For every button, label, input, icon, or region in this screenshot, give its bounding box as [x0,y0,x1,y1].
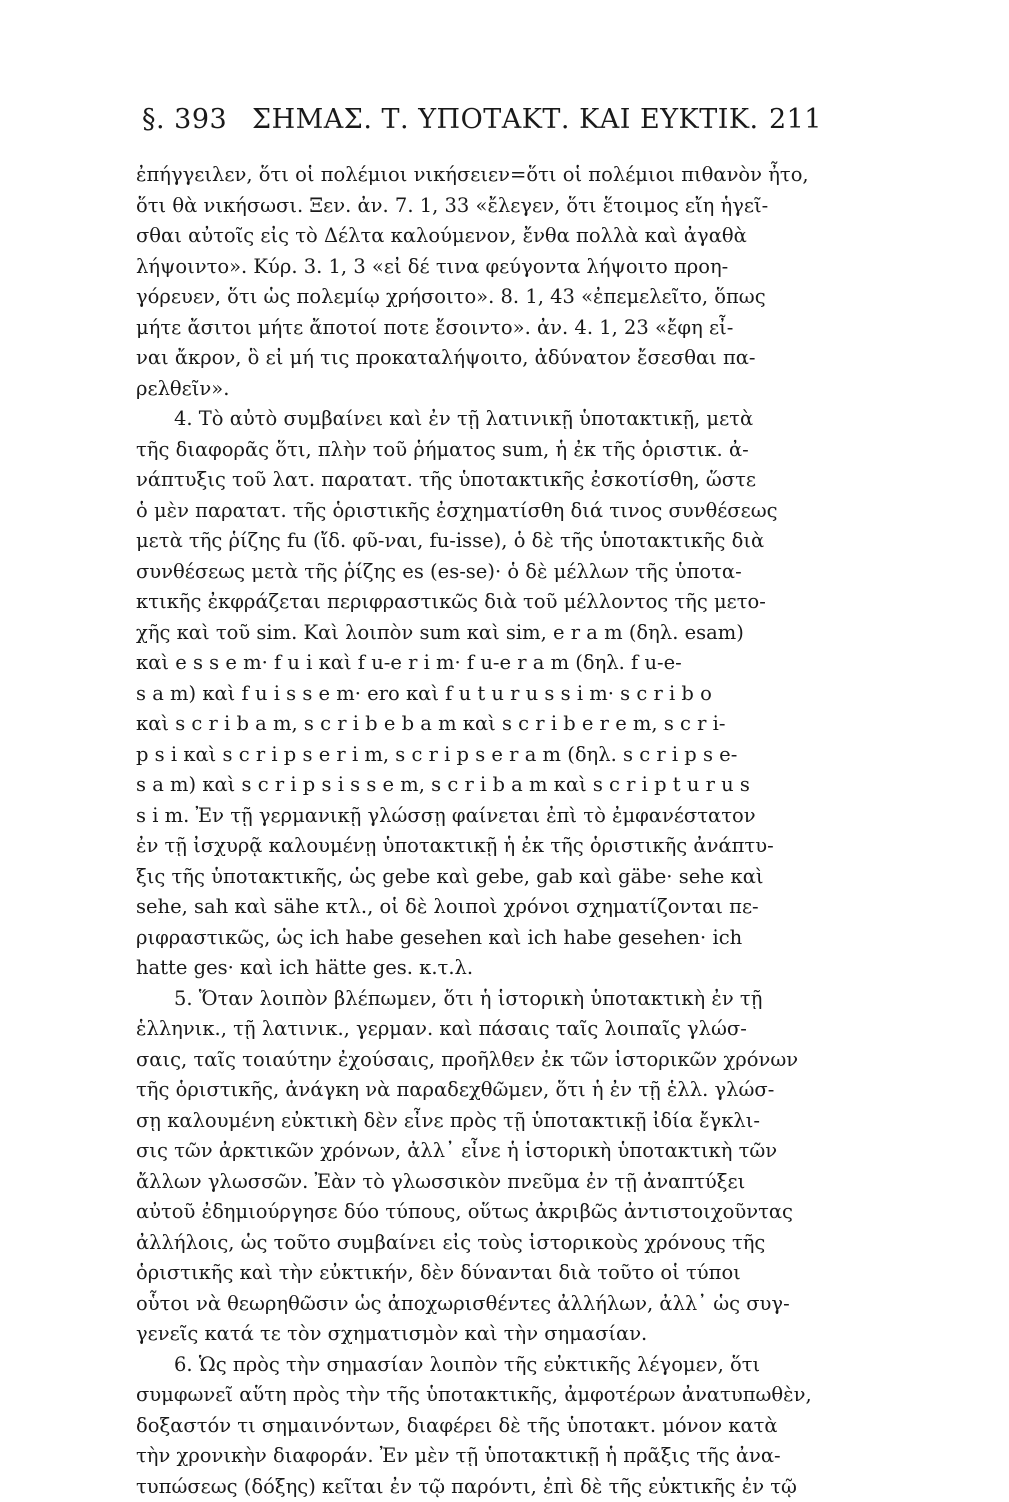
text-line: ξις τῆς ὑποτακτικῆς, ὡς gebe καὶ gebe, gab καὶ gäbe· sehe καὶ [136,862,822,893]
text-line: λήψοιντο». Κύρ. 3. 1, 3 «εἰ δέ τινα φεύγοντα λήψοιτο προη- [136,252,822,283]
text-line: συνθέσεως μετὰ τῆς ῥίζης es (es-se)· ὁ δὲ μέλλων τῆς ὑποτα- [136,557,822,588]
text-line: καὶ s c r i b a m, s c r i b e b a m καὶ s c r i b e r e m, s c r i- [136,709,822,740]
text-line: p s i καὶ s c r i p s e r i m, s c r i p s e r a m (δηλ. s c r i p s e- [136,740,822,771]
page-number: 211 [769,104,822,135]
text-line: γενεῖς κατά τε τὸν σχηματισμὸν καὶ τὴν σημασίαν. [136,1319,822,1350]
text-line: τῆς ὁριστικῆς, ἀνάγκη νὰ παραδεχθῶμεν, ὅτι ἡ ἐν τῇ ἑλλ. γλώσ- [136,1075,822,1106]
text-line: σαις, ταῖς τοιαύτην ἐχούσαις, προῆλθεν ἐκ τῶν ἱστορικῶν χρόνων [136,1045,822,1076]
text-line: τὴν χρονικὴν διαφοράν. Ἐν μὲν τῇ ὑποτακτικῇ ἡ πρᾶξις τῆς ἀνα- [136,1441,822,1472]
text-line: τῆς διαφορᾶς ὅτι, πλὴν τοῦ ῥήματος sum, ἡ ἐκ τῆς ὁριστικ. ἀ- [136,435,822,466]
text-line: s a m) καὶ f u i s s e m· ero καὶ f u t u r u s s i m· s c r i b o [136,679,822,710]
section-number: §. 393 [142,104,227,135]
text-line: ἑλληνικ., τῇ λατινικ., γερμαν. καὶ πάσαις ταῖς λοιπαῖς γλώσ- [136,1014,822,1045]
text-line: ριφραστικῶς, ὡς ich habe gesehen καὶ ich habe gesehen· ich [136,923,822,954]
text-line: s a m) καὶ s c r i p s i s s e m, s c r i b a m καὶ s c r i p t u r u s [136,770,822,801]
text-line: δοξαστόν τι σημαινόντων, διαφέρει δὲ τῆς ὑποτακτ. μόνον κατὰ [136,1411,822,1442]
text-line: μετὰ τῆς ῥίζης fu (ἴδ. φῦ-ναι, fu-isse), ὁ δὲ τῆς ὑποτακτικῆς διὰ [136,526,822,557]
running-header [142,104,822,148]
running-title: ΣΗΜΑΣ. Τ. ΥΠΟΤΑΚΤ. ΚΑΙ ΕΥΚΤΙΚ. [252,104,759,135]
text-line: συμφωνεῖ αὕτη πρὸς τὴν τῆς ὑποτακτικῆς, ἀμφοτέρων ἀνατυπωθὲν, [136,1380,822,1411]
text-line: καὶ e s s e m· f u i καὶ f u-e r i m· f u-e r a m (δηλ. f u-e- [136,648,822,679]
text-line: hatte ges· καὶ ich hätte ges. κ.τ.λ. [136,953,822,984]
text-line: σῃ καλουμένη εὐκτικὴ δὲν εἶνε πρὸς τῇ ὑποτακτικῇ ἰδία ἔγκλι- [136,1106,822,1137]
text-line: τυπώσεως (δόξης) κεῖται ἐν τῷ παρόντι, ἐπὶ δὲ τῆς εὐκτικῆς ἐν τῷ [136,1472,822,1502]
text-line: νάπτυξις τοῦ λατ. παρατατ. τῆς ὑποτακτικῆς ἐσκοτίσθη, ὥστε [136,465,822,496]
text-line: ἄλλων γλωσσῶν. Ἐὰν τὸ γλωσσικὸν πνεῦμα ἐν τῇ ἀναπτύξει [136,1167,822,1198]
text-line: μήτε ἄσιτοι μήτε ἄποτοί ποτε ἔσοιντο». ἀν. 4. 1, 23 «ἔφη εἶ- [136,313,822,344]
text-line: κτικῆς ἐκφράζεται περιφραστικῶς διὰ τοῦ μέλλοντος τῆς μετο- [136,587,822,618]
text-line: 6. Ὡς πρὸς τὴν σημασίαν λοιπὸν τῆς εὐκτικῆς λέγομεν, ὅτι [136,1350,822,1381]
text-line: ὁριστικῆς καὶ τὴν εὐκτικήν, δὲν δύνανται διὰ τοῦτο οἱ τύποι [136,1258,822,1289]
text-line: ρελθεῖν». [136,374,822,405]
text-line: s i m. Ἐν τῇ γερμανικῇ γλώσσῃ φαίνεται ἐπὶ τὸ ἐμφανέστατον [136,801,822,832]
body-text [136,160,822,1502]
text-line: 4. Τὸ αὐτὸ συμβαίνει καὶ ἐν τῇ λατινικῇ ὑποτακτικῇ, μετὰ [136,404,822,435]
text-line: ναι ἄκρον, ὃ εἰ μή τις προκαταλήψοιτο, ἀδύνατον ἔσεσθαι πα- [136,343,822,374]
text-line: χῆς καὶ τοῦ sim. Καὶ λοιπὸν sum καὶ sim, e r a m (δηλ. esam) [136,618,822,649]
text-line: γόρευεν, ὅτι ὡς πολεμίῳ χρήσοιτο». 8. 1, 43 «ἐπεμελεῖτο, ὅπως [136,282,822,313]
text-line: ὅτι θὰ νικήσωσι. Ξεν. ἀν. 7. 1, 33 «ἔλεγεν, ὅτι ἕτοιμος εἴη ἡγεῖ- [136,191,822,222]
text-line: αὐτοῦ ἐδημιούργησε δύο τύπους, οὕτως ἀκριβῶς ἀντιστοιχοῦντας [136,1197,822,1228]
text-line: 5. Ὅταν λοιπὸν βλέπωμεν, ὅτι ἡ ἱστορικὴ ὑποτακτικὴ ἐν τῇ [136,984,822,1015]
text-line: sehe, sah καὶ sähe κτλ., οἱ δὲ λοιποὶ χρόνοι σχηματίζονται πε- [136,892,822,923]
text-line: ἀλλήλοις, ὡς τοῦτο συμβαίνει εἰς τοὺς ἱστορικοὺς χρόνους τῆς [136,1228,822,1259]
text-line: οὗτοι νὰ θεωρηθῶσιν ὡς ἀποχωρισθέντες ἀλλήλων, ἀλλ᾽ ὡς συγ- [136,1289,822,1320]
text-line: ἐπήγγειλεν, ὅτι οἱ πολέμιοι νικήσειεν=ὅτι οἱ πολέμιοι πιθανὸν ἦτο, [136,160,822,191]
text-line: σθαι αὐτοῖς εἰς τὸ Δέλτα καλούμενον, ἔνθα πολλὰ καὶ ἀγαθὰ [136,221,822,252]
text-line: σις τῶν ἀρκτικῶν χρόνων, ἀλλ᾽ εἶνε ἡ ἱστορικὴ ὑποτακτικὴ τῶν [136,1136,822,1167]
text-line: ὁ μὲν παρατατ. τῆς ὁριστικῆς ἐσχηματίσθη διά τινος συνθέσεως [136,496,822,527]
text-line: ἐν τῇ ἰσχυρᾷ καλουμένῃ ὑποτακτικῇ ἡ ἐκ τῆς ὁριστικῆς ἀνάπτυ- [136,831,822,862]
